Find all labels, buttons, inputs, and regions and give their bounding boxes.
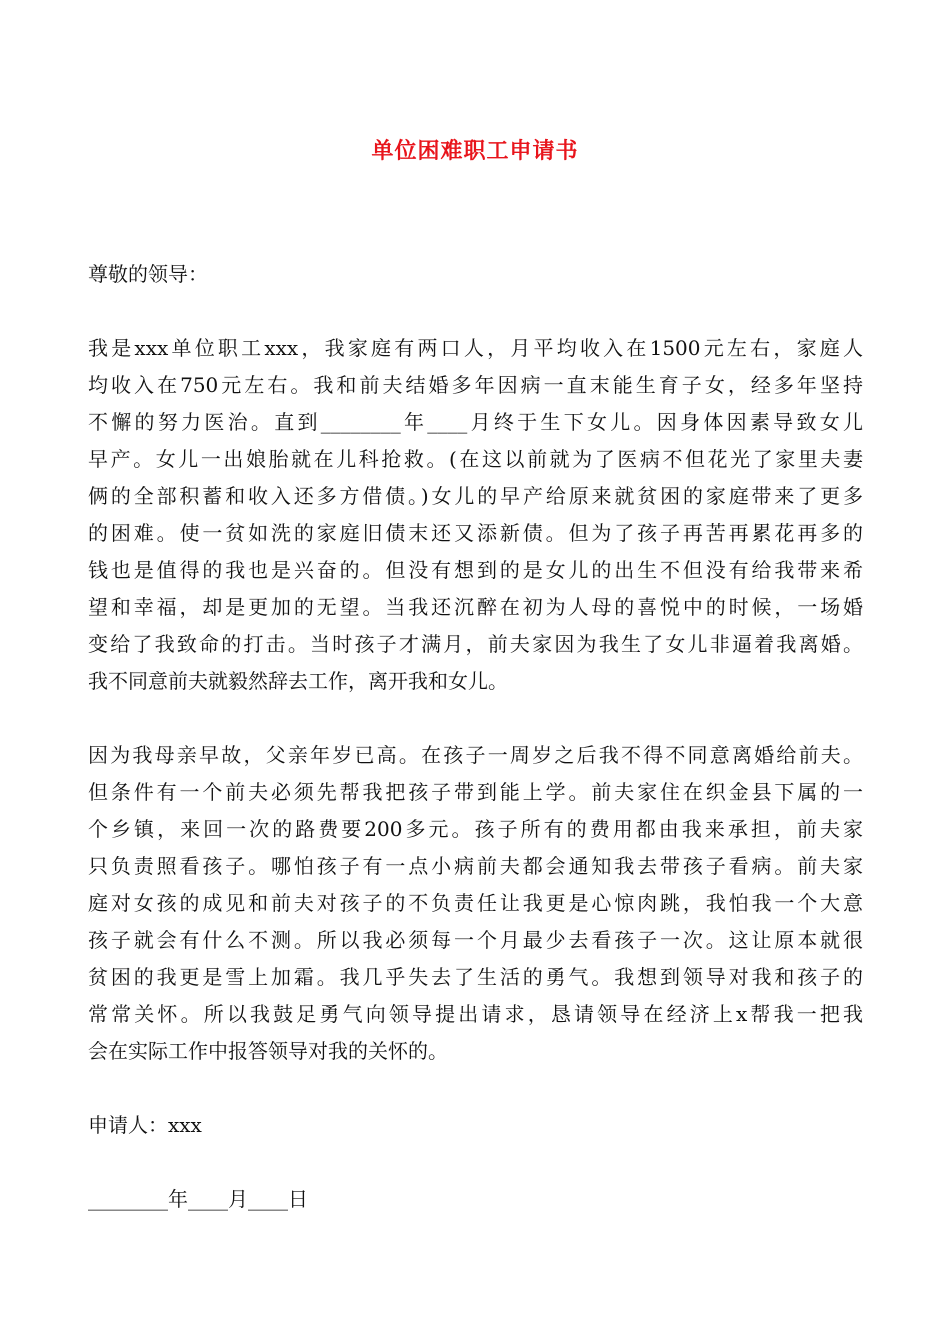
- paragraph-1-line: 我是xxx单位职工xxx，我家庭有两口人，月平均收入在1500元左右，家庭人: [88, 336, 863, 360]
- paragraph-2-line: 会在实际工作中报答领导对我的关怀的。: [88, 1039, 448, 1063]
- paragraph-2: [88, 737, 863, 1070]
- paragraph-2-line: 贫困的我更是雪上加霜。我几乎失去了生活的勇气。我想到领导对我和孩子的: [88, 965, 863, 989]
- paragraph-1-line: 我不同意前夫就毅然辞去工作，离开我和女儿。: [88, 669, 508, 693]
- paragraph-2-line: 只负责照看孩子。哪怕孩子有一点小病前夫都会通知我去带孩子看病。前夫家: [88, 854, 863, 878]
- paragraph-1-line: 钱也是值得的我也是兴奋的。但没有想到的是女儿的出生不但没有给我带来希: [88, 558, 863, 582]
- salutation: 尊敬的领导：: [88, 262, 208, 286]
- document-title: 单位困难职工申请书: [371, 139, 579, 164]
- paragraph-2-line: 孩子就会有什么不测。所以我必须每一个月最少去看孩子一次。这让原本就很: [88, 928, 863, 952]
- paragraph-1-line: 望和幸福，却是更加的无望。当我还沉醉在初为人母的喜悦中的时候，一场婚: [88, 595, 863, 619]
- paragraph-1: [88, 330, 863, 700]
- paragraph-1-line: 早产。女儿一出娘胎就在儿科抢救。(在这以前就为了医病不但花光了家里夫妻: [88, 447, 863, 471]
- paragraph-2-line: 庭对女孩的成见和前夫对孩子的不负责任让我更是心惊肉跳，我怕我一个大意: [88, 891, 863, 915]
- paragraph-1-line: 变给了我致命的打击。当时孩子才满月，前夫家因为我生了女儿非逼着我离婚。: [88, 632, 863, 656]
- paragraph-2-line: 但条件有一个前夫必须先帮我把孩子带到能上学。前夫家住在织金县下属的一: [88, 780, 863, 804]
- paragraph-2-line: 因为我母亲早故，父亲年岁已高。在孩子一周岁之后我不得不同意离婚给前夫。: [88, 743, 863, 767]
- paragraph-1-line: 俩的全部积蓄和收入还多方借债。)女儿的早产给原来就贫困的家庭带来了更多: [88, 484, 863, 508]
- date-line: ________年____月____日: [88, 1187, 308, 1211]
- paragraph-1-line: 均收入在750元左右。我和前夫结婚多年因病一直末能生育子女，经多年坚持: [88, 373, 863, 397]
- paragraph-1-line: 的困难。使一贫如洗的家庭旧债末还又添新债。但为了孩子再苦再累花再多的: [88, 521, 863, 545]
- paragraph-1-line: 不懈的努力医治。直到________年____月终于生下女儿。因身体因素导致女儿: [88, 410, 863, 434]
- applicant-signature: 申请人：xxx: [88, 1113, 202, 1137]
- paragraph-2-line: 个乡镇，来回一次的路费要200多元。孩子所有的费用都由我来承担，前夫家: [88, 817, 863, 841]
- paragraph-2-line: 常常关怀。所以我鼓足勇气向领导提出请求，恳请领导在经济上x帮我一把我: [88, 1002, 863, 1026]
